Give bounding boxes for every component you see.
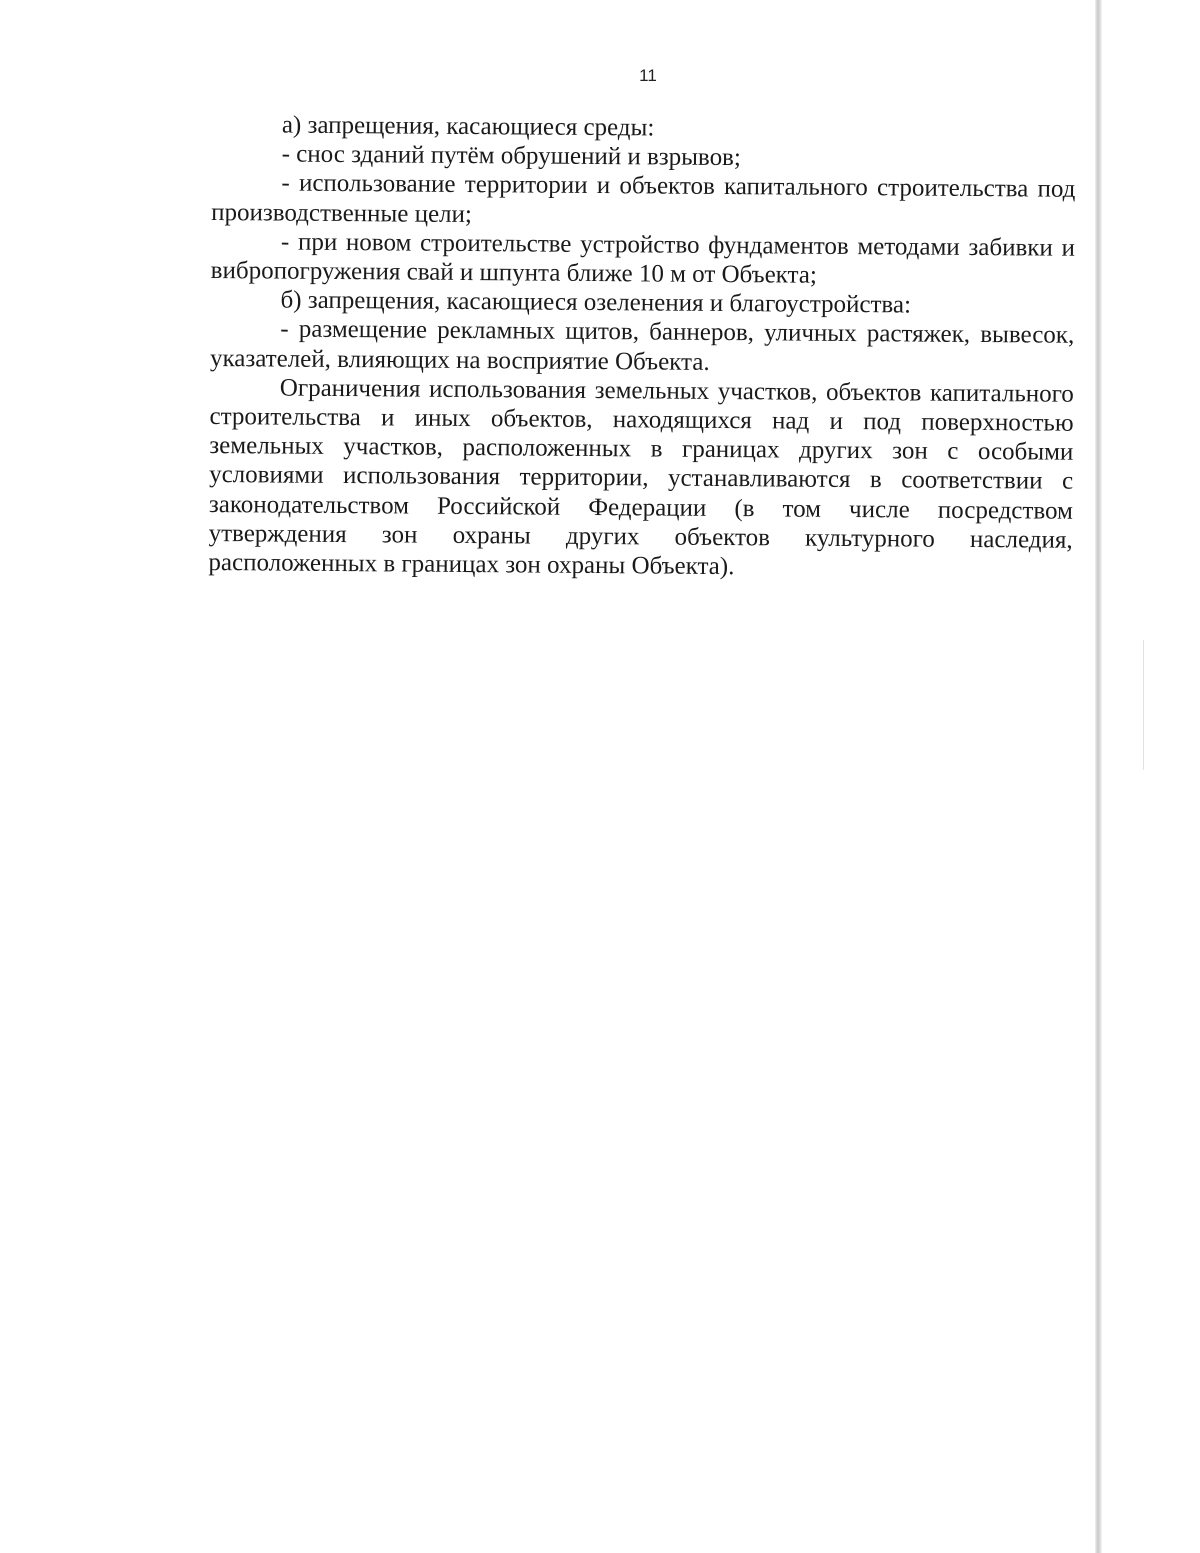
page-number: 11 (639, 66, 657, 85)
document-body (208, 110, 1076, 584)
paragraph-restrictions-landscaping: б) запрещения, касающиеся озеленения и благоустройства: (280, 286, 912, 319)
scan-edge-shadow (1095, 0, 1102, 1553)
paragraph-foundation-works: - при новом строительстве устройство фундаментов методами забивки и вибропогружения свай и шпунта ближе 10 м от Объекта; (210, 228, 1076, 289)
paragraph-industrial-use: - использование территории и объектов капитального строительства под производственные цели; (211, 169, 1076, 228)
paragraph-advertising: - размещение рекламных щитов, баннеров, уличных растяжек, вывесок, указателей, влияющих на восприятие Объекта. (209, 315, 1075, 376)
paragraph-demolition: - снос зданий путём обрушений и взрывов; (281, 140, 741, 172)
paragraph-land-use-limitations: Ограничения использования земельных участков, объектов капитального строительства и иных объектов, находящихся над и под поверхностью земельных участков, расположенных в границах других зон с особыми условиями использования территории, устанавливаются в соответствии с законодательством Российской Федерации (в том числе посредством утверждения зон охраны других объектов культурного наследия, расположенных в границах зон охраны Объекта). (208, 374, 1074, 581)
scan-edge-mark (1143, 640, 1144, 770)
paragraph-restrictions-environment: а) запрещения, касающиеся среды: (281, 111, 655, 142)
